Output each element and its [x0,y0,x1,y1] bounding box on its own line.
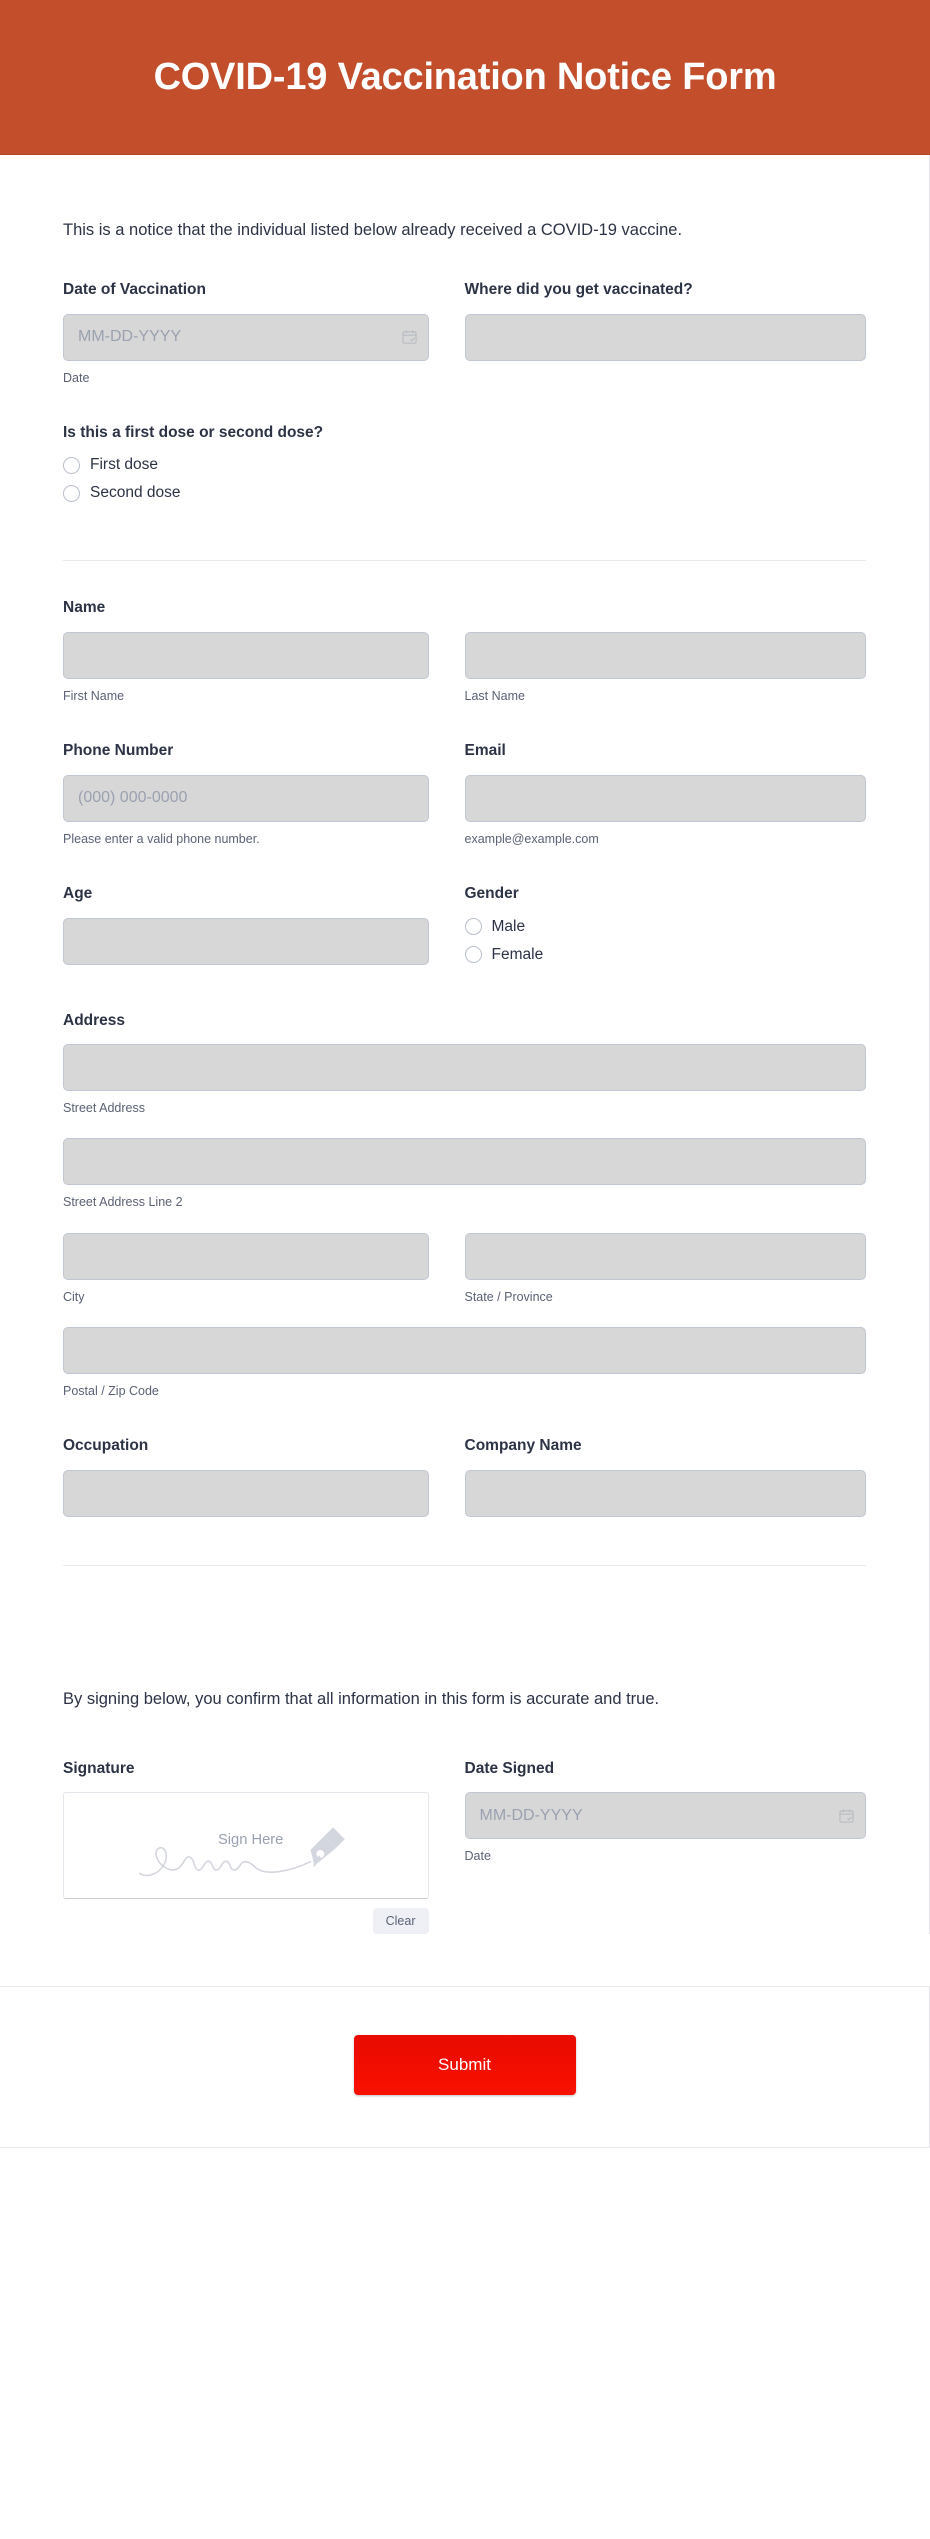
where-vaccinated-label: Where did you get vaccinated? [464,280,693,298]
date-signed-label: Date Signed [464,1759,555,1777]
date-of-vaccination-label: Date of Vaccination [63,280,206,298]
field-last-name [465,632,867,704]
radio-circle-icon [465,946,482,963]
radio-second-dose-label: Second dose [90,484,181,502]
company-name-input[interactable] [465,1470,867,1517]
date-of-vaccination-input[interactable] [63,314,429,361]
radio-male-label: Male [491,917,526,935]
phone-label: Phone Number [63,742,174,760]
date-of-vaccination-input-wrap [63,314,429,361]
sign-here-text: Sign Here [217,1832,284,1849]
company-name-label: Company Name [464,1437,582,1455]
clear-signature-button[interactable]: Clear [373,1908,429,1934]
occupation-input[interactable] [63,1470,429,1517]
sign-here-placeholder-icon [64,1793,428,1898]
last-name-sublabel: Last Name [464,688,525,703]
radio-first-dose-label: First dose [90,456,159,474]
date-of-vaccination-sublabel: Date [63,370,90,385]
email-label: Email [464,742,506,760]
pen-nib-icon [311,1828,345,1866]
intro-text: This is a notice that the individual listed below already received a COVID-19 vaccine. [63,221,683,239]
radio-female-label: Female [491,945,544,963]
field-where-vaccinated [465,281,867,386]
name-label: Name [63,599,106,617]
row-dose-question [63,424,866,513]
age-label: Age [63,885,93,903]
page-title: COVID-19 Vaccination Notice Form [153,55,777,98]
radio-circle-icon [465,918,482,935]
field-date-of-vaccination [63,281,465,386]
street-address-line2-sublabel: Street Address Line 2 [63,1195,183,1210]
field-gender [465,885,867,974]
street-address-line2-input[interactable] [63,1138,866,1185]
last-name-input[interactable] [465,632,867,679]
signature-clear-row [63,1908,429,1934]
field-age [63,885,465,974]
field-state [465,1233,867,1305]
radio-circle-icon [63,457,80,474]
row-age-gender [63,885,866,974]
radio-first-dose[interactable] [63,456,429,474]
field-company-name [465,1437,867,1517]
postal-zip-sublabel: Postal / Zip Code [63,1383,159,1398]
field-address [63,1012,866,1400]
where-vaccinated-input[interactable] [465,314,867,361]
field-email [465,742,867,847]
city-input[interactable] [63,1233,429,1280]
field-date-signed [465,1760,867,1935]
field-signature [63,1760,465,1935]
radio-circle-icon [63,485,80,502]
email-input[interactable] [465,775,867,822]
row-occupation-company [63,1437,866,1517]
section-divider-bottom [63,1565,866,1566]
age-input[interactable] [63,918,429,965]
first-name-input[interactable] [63,632,429,679]
postal-zip-input[interactable] [63,1327,866,1374]
field-name [63,599,866,704]
row-name [63,599,866,704]
dose-radio-group [63,456,429,502]
signature-label: Signature [63,1759,135,1777]
signature-canvas[interactable] [63,1792,429,1899]
submit-button[interactable]: Submit [354,2035,576,2095]
row-vaccination-info [63,281,866,386]
street-address-input[interactable] [63,1044,866,1091]
first-name-sublabel: First Name [63,688,125,703]
occupation-label: Occupation [63,1437,149,1455]
section-divider-top [63,560,866,561]
date-signed-input-wrap [465,1792,867,1839]
date-signed-sublabel: Date [464,1849,491,1864]
form-body [0,155,930,1934]
field-city [63,1233,465,1305]
form-footer [0,1986,930,2147]
radio-female[interactable] [465,946,867,964]
state-province-input[interactable] [465,1233,867,1280]
date-signed-input[interactable] [465,1792,867,1839]
spacer-cell [465,424,867,513]
bottom-rule [0,2147,930,2148]
consent-text: By signing below, you confirm that all information in this form is accurate and true. [63,1689,660,1708]
address-label: Address [63,1011,126,1029]
email-sublabel: example@example.com [464,831,599,846]
city-sublabel: City [63,1289,85,1304]
field-phone [63,742,465,847]
gender-label: Gender [464,885,519,903]
field-first-name [63,632,465,704]
phone-input[interactable] [63,775,429,822]
radio-male[interactable] [465,918,867,936]
form-header [0,0,930,155]
row-address [63,1012,866,1400]
radio-second-dose[interactable] [63,484,429,502]
row-phone-email [63,742,866,847]
street-address-sublabel: Street Address [63,1101,145,1116]
field-occupation [63,1437,465,1517]
phone-sublabel: Please enter a valid phone number. [63,831,260,846]
dose-question-label: Is this a first dose or second dose? [63,423,324,441]
gender-radio-group [465,918,867,964]
row-signature [63,1760,866,1935]
state-province-sublabel: State / Province [464,1289,553,1304]
field-dose-question [63,424,465,513]
